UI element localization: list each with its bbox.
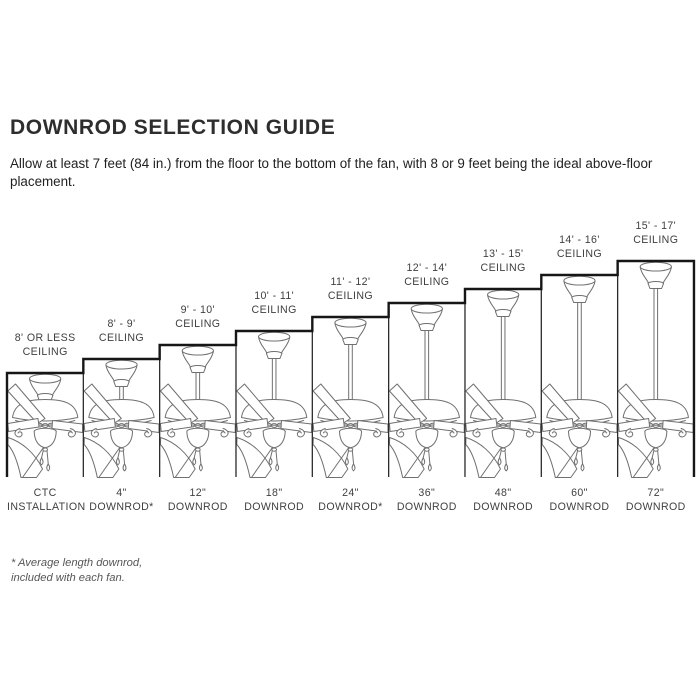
label-line: 60" bbox=[571, 487, 588, 499]
label-line: DOWNROD bbox=[549, 500, 610, 513]
label-line: 11' - 12' bbox=[330, 276, 371, 288]
ceiling-height-label bbox=[160, 304, 236, 331]
label-line: 10' - 11' bbox=[254, 290, 295, 302]
label-line: 72" bbox=[647, 487, 665, 499]
fan-canopy bbox=[411, 304, 442, 330]
ceiling-height-label bbox=[465, 248, 541, 275]
downrod-length-label bbox=[312, 487, 388, 514]
fan-canopy bbox=[640, 262, 671, 288]
guide-description: Allow at least 7 feet (84 in.) from the floor to the bottom of the fan, with 8 or 9 feet being the ideal above-floor placement. bbox=[10, 156, 653, 189]
fan-downrod bbox=[196, 371, 200, 403]
label-line: 48" bbox=[494, 487, 512, 499]
ceiling-height-label bbox=[618, 220, 694, 247]
label-line: CEILING bbox=[251, 303, 297, 316]
label-line: CEILING bbox=[175, 317, 221, 330]
label-line: CEILING bbox=[98, 331, 145, 344]
fan-canopy bbox=[488, 290, 519, 316]
label-line: DOWNROD bbox=[167, 500, 228, 513]
label-line: 15' - 17' bbox=[635, 220, 677, 232]
label-line: 13' - 15' bbox=[482, 248, 524, 260]
downrod-length-label bbox=[465, 487, 541, 514]
label-line: 8' - 9' bbox=[107, 318, 136, 330]
footnote-line: * Average length downrod, bbox=[11, 557, 143, 569]
ceiling-height-label bbox=[83, 318, 159, 345]
fan-canopy bbox=[30, 374, 61, 400]
label-line: DOWNROD* bbox=[89, 500, 154, 513]
label-line: 18" bbox=[265, 487, 283, 499]
label-line: INSTALLATION bbox=[7, 500, 86, 513]
fan-downrod bbox=[654, 287, 658, 403]
label-line: 36" bbox=[418, 487, 436, 499]
label-line: 12" bbox=[189, 487, 207, 499]
fan-downrod bbox=[578, 301, 582, 403]
label-line: 14' - 16' bbox=[559, 234, 600, 246]
label-line: CEILING bbox=[327, 289, 374, 302]
label-line: CEILING bbox=[404, 275, 450, 288]
ceiling-height-label bbox=[7, 332, 83, 359]
ceiling-height-label bbox=[312, 276, 388, 303]
fan-downrod bbox=[501, 315, 505, 403]
label-line: 12' - 14' bbox=[406, 262, 448, 274]
fan-downrod bbox=[425, 329, 429, 403]
ceiling-height-label bbox=[236, 290, 312, 317]
label-line: CEILING bbox=[633, 233, 679, 246]
downrod-length-label bbox=[618, 487, 694, 514]
label-line: CEILING bbox=[556, 247, 603, 260]
footnote-line: included with each fan. bbox=[11, 571, 125, 584]
label-line: DOWNROD bbox=[396, 500, 457, 513]
fan-canopy bbox=[335, 318, 366, 344]
fan-downrod bbox=[349, 343, 353, 403]
label-line: DOWNROD* bbox=[318, 500, 383, 513]
fan-canopy bbox=[259, 332, 290, 358]
fan-canopy bbox=[182, 346, 213, 372]
label-line: 9' - 10' bbox=[180, 304, 215, 316]
ceiling-height-label bbox=[541, 234, 617, 261]
downrod-length-label bbox=[389, 487, 465, 514]
label-line: CEILING bbox=[480, 261, 526, 274]
ceiling-height-label bbox=[389, 262, 465, 289]
label-line: DOWNROD bbox=[473, 500, 534, 513]
fan-canopy bbox=[564, 276, 595, 302]
label-line: DOWNROD bbox=[244, 500, 305, 513]
footnote bbox=[11, 556, 142, 585]
label-line: 4" bbox=[116, 487, 127, 499]
label-line: 8' OR LESS bbox=[14, 332, 76, 344]
page-title: DOWNROD SELECTION GUIDE bbox=[10, 116, 336, 139]
fan-canopy bbox=[106, 360, 137, 386]
downrod-length-label bbox=[236, 487, 312, 514]
downrod-length-label bbox=[83, 487, 159, 514]
label-line: 24" bbox=[342, 487, 359, 499]
label-line: CEILING bbox=[22, 345, 68, 358]
label-line: CTC bbox=[33, 487, 57, 499]
downrod-length-label bbox=[160, 487, 236, 514]
label-line: DOWNROD bbox=[625, 500, 686, 513]
fan-downrod bbox=[272, 357, 276, 403]
downrod-length-label bbox=[7, 487, 86, 514]
downrod-length-label bbox=[541, 487, 617, 514]
